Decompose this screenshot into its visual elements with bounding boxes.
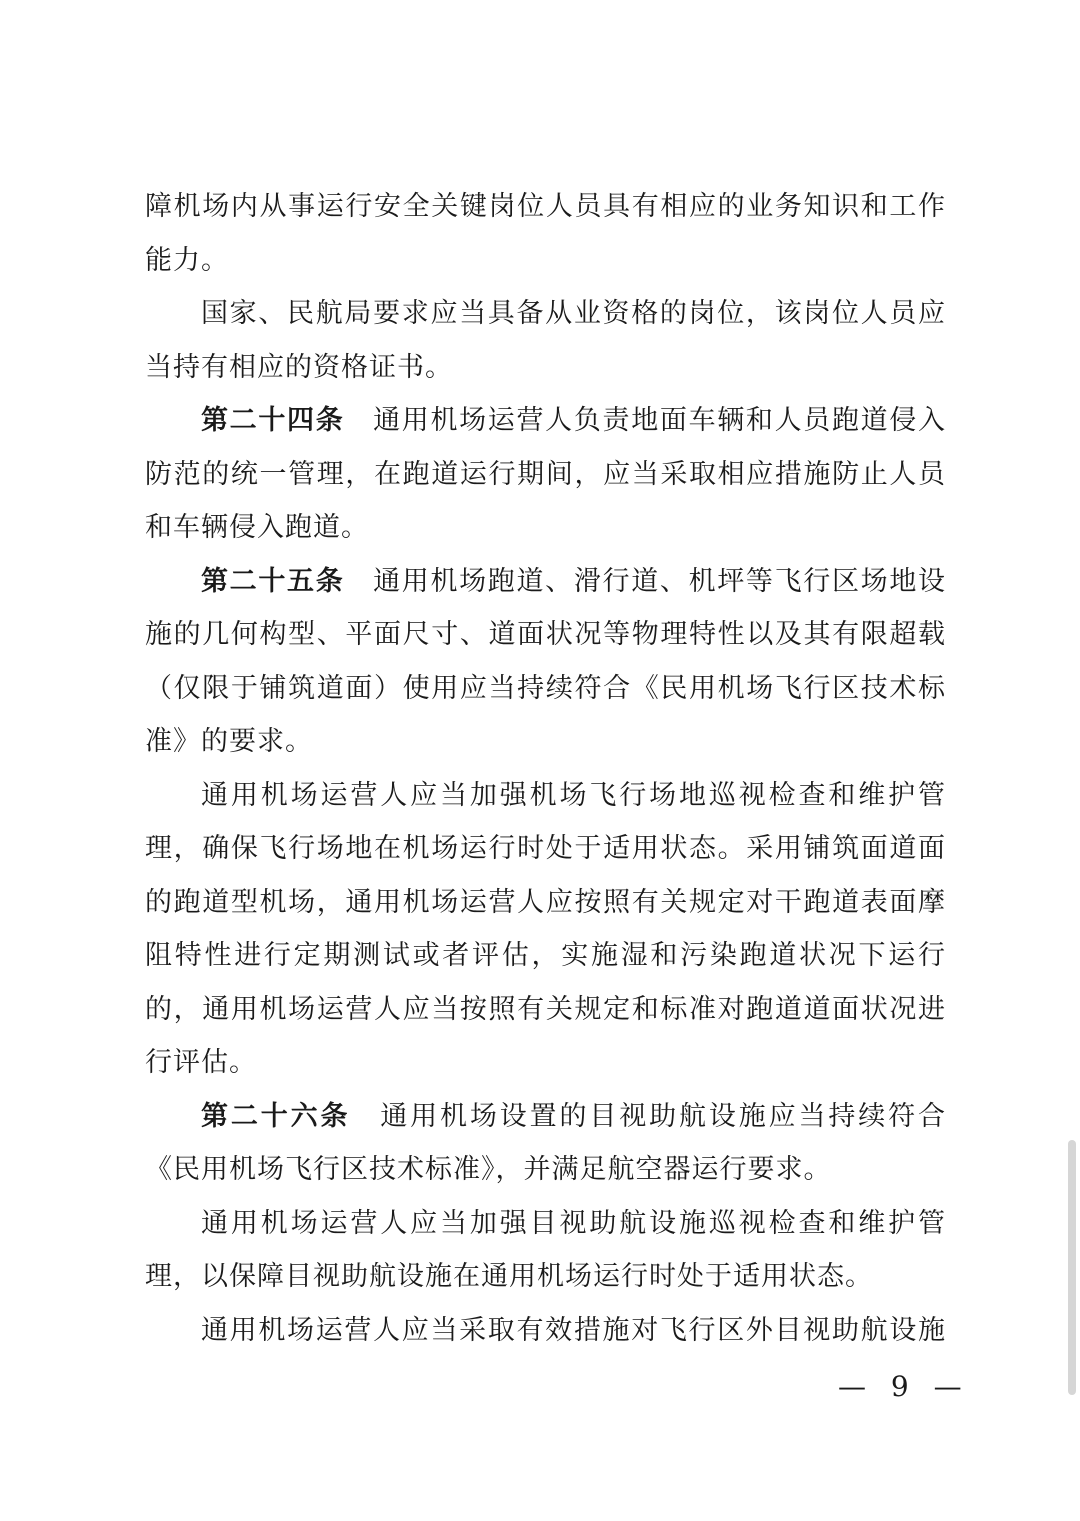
text-line — [145, 822, 945, 876]
line-text: 的，通用机场运营人应当按照有关规定和标准对跑道道面状况进 — [145, 993, 945, 1025]
article-heading: 第二十五条 — [201, 565, 345, 597]
line-text: （仅限于铺筑道面）使用应当持续符合《民用机场飞行区技术标 — [145, 672, 945, 704]
text-line — [145, 555, 945, 609]
line-text: 能力。 — [145, 244, 229, 276]
line-text: 和车辆侵入跑道。 — [145, 512, 369, 543]
line-text: 国家、民航局要求应当具备从业资格的岗位，该岗位人员应 — [201, 298, 945, 329]
text-line — [145, 501, 945, 555]
text-line — [145, 180, 945, 234]
text-line — [145, 287, 945, 341]
line-text: 准》的要求。 — [145, 726, 313, 757]
text-line — [145, 1250, 945, 1304]
text-line — [145, 662, 945, 716]
text-line — [145, 448, 945, 502]
text-line — [145, 715, 945, 769]
text-line — [145, 1036, 945, 1090]
text-line — [145, 234, 945, 288]
line-text: 理，确保飞行场地在机场运行时处于适用状态。采用铺筑面道面 — [145, 833, 945, 864]
article-heading: 第二十四条 — [201, 405, 345, 436]
line-text: 当持有相应的资格证书。 — [145, 351, 453, 383]
text-line — [145, 1143, 945, 1197]
line-text: 《民用机场飞行区技术标准》，并满足航空器运行要求。 — [145, 1154, 832, 1185]
text-line — [145, 769, 945, 823]
text-line — [145, 983, 945, 1037]
text-line — [145, 929, 945, 983]
document-body — [145, 180, 945, 1357]
line-text: 的跑道型机场，通用机场运营人应按照有关规定对干跑道表面摩 — [145, 886, 945, 918]
text-line — [145, 394, 945, 448]
text-line — [145, 1090, 945, 1144]
text-line — [145, 1304, 945, 1358]
scrollbar[interactable] — [1064, 1130, 1078, 1400]
page-number: — 9 — — [838, 1370, 970, 1403]
line-text: 通用机场运营人负责地面车辆和人员跑道侵入 — [344, 405, 946, 436]
text-line — [145, 608, 945, 662]
text-line — [145, 341, 945, 395]
line-text: 通用机场运营人应当采取有效措施对飞行区外目视助航设施 — [201, 1314, 945, 1346]
line-text: 行评估。 — [145, 1047, 257, 1078]
line-text: 通用机场跑道、滑行道、机坪等飞行区场地设 — [344, 565, 946, 597]
line-text: 通用机场设置的目视助航设施应当持续符合 — [350, 1100, 945, 1132]
scrollbar-thumb[interactable] — [1068, 1140, 1076, 1395]
text-line — [145, 876, 945, 930]
line-text: 防范的统一管理，在跑道运行期间，应当采取相应措施防止人员 — [145, 458, 945, 490]
line-text: 阻特性进行定期测试或者评估，实施湿和污染跑道状况下运行 — [145, 940, 945, 971]
line-text: 障机场内从事运行安全关键岗位人员具有相应的业务知识和工作 — [145, 191, 945, 222]
article-heading: 第二十六条 — [201, 1100, 351, 1132]
line-text: 施的几何构型、平面尺寸、道面状况等物理特性以及其有限超载 — [145, 619, 945, 650]
line-text: 理，以保障目视助航设施在通用机场运行时处于适用状态。 — [145, 1261, 873, 1292]
line-text: 通用机场运营人应当加强机场飞行场地巡视检查和维护管 — [201, 779, 945, 811]
text-line — [145, 1197, 945, 1251]
line-text: 通用机场运营人应当加强目视助航设施巡视检查和维护管 — [201, 1207, 945, 1239]
